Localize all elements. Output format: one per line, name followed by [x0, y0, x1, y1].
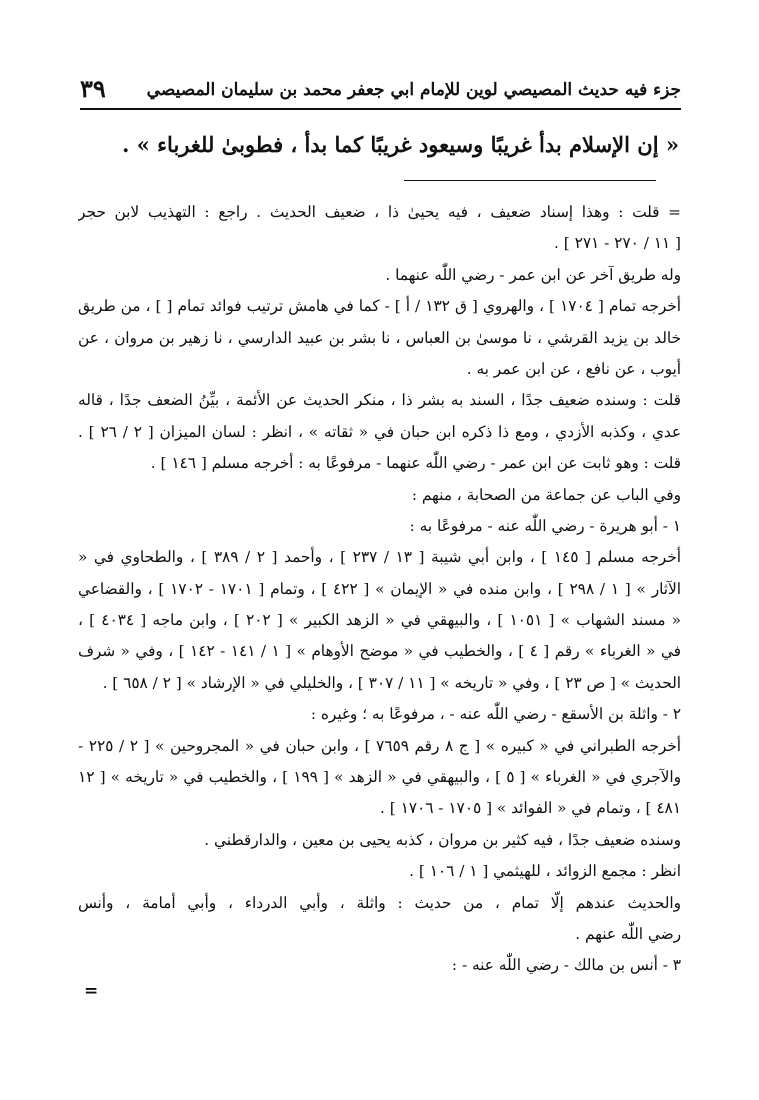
text-line: أيوب ، عن نافع ، عن ابن عمر به .: [466, 359, 681, 378]
text-line: وفي الباب عن جماعة من الصحابة ، منهم :: [411, 485, 681, 504]
text-line: « مسند الشهاب » [ ١٠٥١ ] ، والبيهقي في « الزهد الكبير » [ ٢٠٢ ] ، وابن ماجه [ ٤٠٣٤ ] ،: [78, 611, 681, 630]
text-line: أخرجه الطبراني في « كبيره » [ ج ٨ رقم ٧٦٥٩ ] ، وابن حبان في « المجروحين » [ ٢ / ٢٢٥ -: [78, 736, 681, 755]
text-line: وله طريق آخر عن ابن عمر - رضي اللّٰه عنهما .: [385, 265, 681, 284]
footnote-separator: [404, 180, 656, 181]
text-line: ١ - أبو هريرة - رضي اللّٰه عنه - مرفوعًا به :: [409, 516, 681, 535]
text-line: أخرجه مسلم [ ١٤٥ ] ، وابن أبي شيبة [ ١٣ / ٢٣٧ ] ، وأحمد [ ٢ / ٣٨٩ ] ، والطحاوي في «: [78, 548, 681, 567]
page-number: ٣٩: [80, 74, 106, 103]
page-header: [80, 74, 681, 108]
continuation-mark: =: [84, 981, 99, 1001]
running-title: جزء فيه حديث المصيصي لوين للإمام ابي جعفر محمد بن سليمان المصيصي: [146, 80, 681, 100]
text-line: أخرجه تمام [ ١٧٠٤ ] ، والهروي [ ق ١٣٢ / أ ] - كما في هامش ترتيب فوائد تمام [ ] ، من طريق: [78, 297, 681, 316]
footnote-body: [78, 197, 681, 982]
text-line: = قلت : وهذا إسناد ضعيف ، فيه يحيىٰ ذا ، ضعيف الحديث . راجع : التهذيب لابن حجر: [78, 203, 681, 221]
text-line: عدي ، وكذبه الأزدي ، ومع ذا ذكره ابن حبان في « ثقاته » ، انظر : لسان الميزان [ ٢ / ٢٦ ] .: [78, 422, 681, 441]
text-line: في « الغرباء » رقم [ ٤ ] ، والخطيب في « موضح الأوهام » [ ١ / ١٤١ - ١٤٢ ] ، وفي « شرف: [78, 642, 681, 661]
text-line: ٢ - واثلة بن الأسقع - رضي اللّٰه عنه - ، مرفوعًا به ؛ وغيره :: [310, 705, 681, 724]
text-line: قلت : وسنده ضعيف جدًا ، السند به بشر ذا ، منكر الحديث عن الأئمة ، بيِّنُ الضعف جدًا ، قاله: [78, 391, 681, 410]
text-line: الحديث » [ ص ٢٣ ] ، وفي « تاريخه » [ ١١ / ٣٠٧ ] ، والخليلي في « الإرشاد » [ ٢ / ٦٥٨ ] .: [102, 673, 681, 692]
text-line: رضي اللّٰه عنهم .: [575, 924, 681, 943]
text-line: ٣ - أنس بن مالك - رضي اللّٰه عنه - :: [451, 956, 681, 975]
hadith-text: « إن الإسلام بدأ غريبًا وسيعود غريبًا كما بدأ ، فطوبىٰ للغرباء » .: [122, 132, 679, 157]
text-line: الآثار » [ ١ / ٢٩٨ ] ، وابن منده في « الإيمان » [ ٤٢٢ ] ، وتمام [ ١٧٠١ - ١٧٠٢ ] ، والقضاعي: [78, 579, 681, 598]
text-line: والآجري في « الغرباء » [ ٥ ] ، والبيهقي في « الزهد » [ ١٩٩ ] ، والخطيب في « تاريخه » [ ١٢: [78, 768, 681, 787]
text-line: [ ١١ / ٢٧٠ - ٢٧١ ] .: [554, 234, 681, 253]
text-line: والحديث عندهم إلّا تمام ، من حديث : واثلة ، وأبي الدرداء ، وأبي أمامة ، وأنس: [78, 893, 681, 912]
text-line: خالد بن يزيد القرشي ، نا موسىٰ بن العباس ، نا بشر بن عبيد الدارسي ، نا زهير بن مروان ، عن: [78, 328, 681, 347]
text-line: انظر : مجمع الزوائد ، للهيثمي [ ١ / ١٠٦ ] .: [409, 862, 681, 881]
text-line: قلت : وهو ثابت عن ابن عمر - رضي اللّٰه عنهما - مرفوعًا به : أخرجه مسلم [ ١٤٦ ] .: [150, 454, 681, 473]
header-rule: [80, 108, 681, 110]
text-line: وسنده ضعيف جدًا ، فيه كثير بن مروان ، كذبه يحيى بن معين ، والدارقطني .: [204, 830, 681, 849]
text-line: ٤٨١ ] ، وتمام في « الفوائد » [ ١٧٠٥ - ١٧٠٦ ] .: [380, 799, 681, 818]
